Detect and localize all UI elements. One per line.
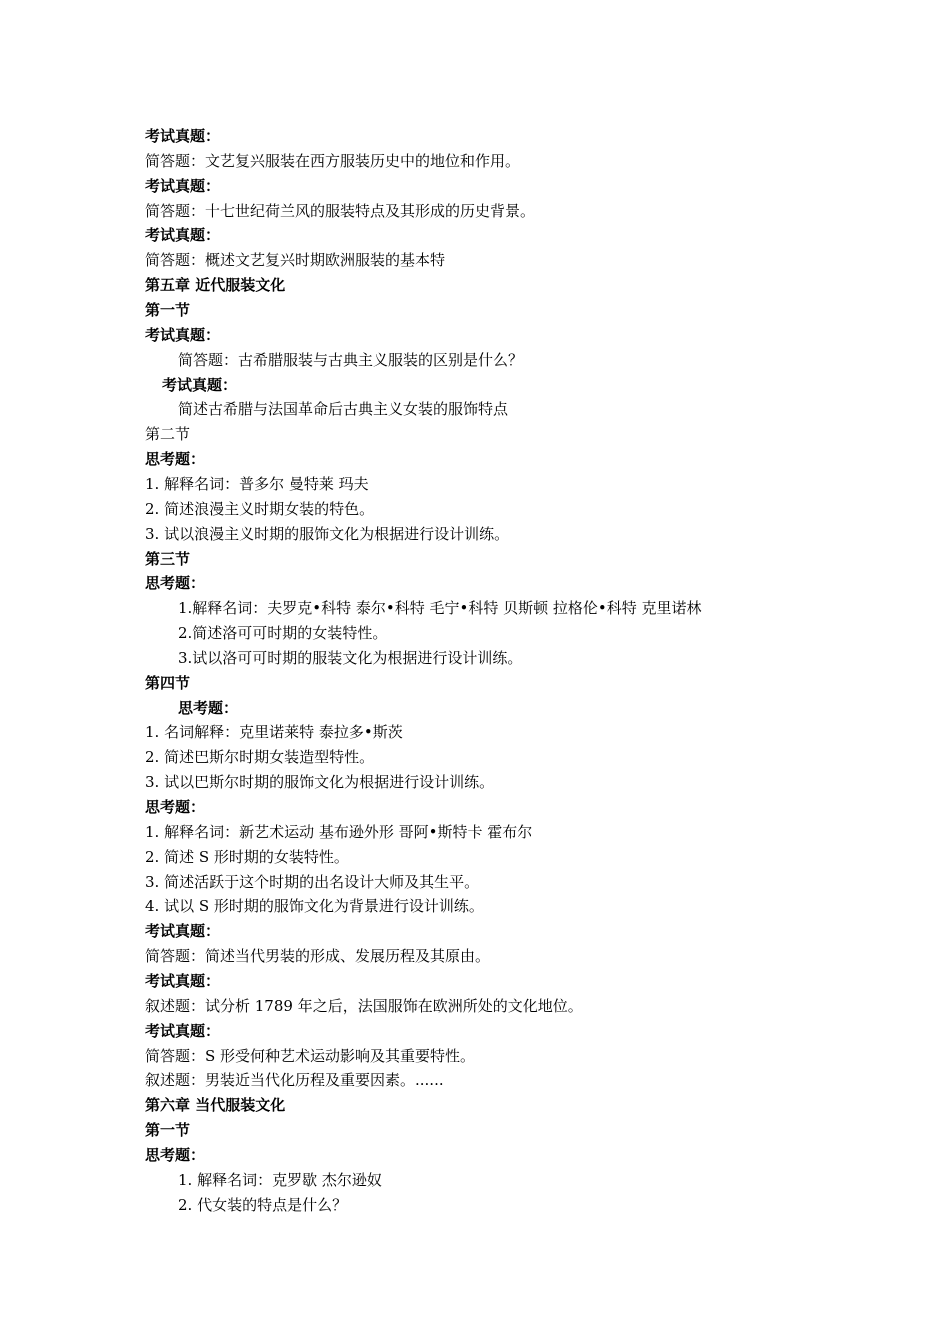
chapter-heading: 第六章 当代服装文化 [145, 1096, 286, 1115]
question-item: 3.试以洛可可时期的服装文化为根据进行设计训练。 [178, 648, 523, 667]
question-item: 3. 简述活跃于这个时期的出名设计大师及其生平。 [145, 872, 480, 891]
question-text: 简述古希腊与法国革命后古典主义女装的服饰特点 [178, 400, 509, 419]
question-item: 1. 名词解释：克里诺莱特 泰拉多•斯茨 [145, 723, 403, 742]
question-item: 3. 试以巴斯尔时期的服饰文化为根据进行设计训练。 [145, 773, 495, 792]
section-heading: 第一节 [145, 301, 191, 319]
review-questions-label: 思考题： [145, 798, 206, 816]
exam-question-label: 考试真题： [145, 922, 221, 941]
exam-question-label: 考试真题： [145, 1021, 221, 1040]
question-item: 2. 简述 S 形时期的女装特性。 [145, 847, 349, 866]
question-item: 3. 试以浪漫主义时期的服饰文化为根据进行设计训练。 [145, 524, 510, 543]
exam-question-label: 考试真题： [145, 971, 221, 990]
question-text: 简答题：S 形受何种艺术运动影响及其重要特性。 [145, 1046, 476, 1065]
review-questions-label: 思考题： [145, 574, 206, 593]
exam-question-label: 考试真题： [145, 226, 221, 245]
section-heading: 第四节 [145, 673, 191, 692]
question-text: 简答题：十七世纪荷兰风的服装特点及其形成的历史背景。 [145, 201, 536, 220]
question-text: 叙述题：试分析 1789 年之后，法国服饰在欧洲所处的文化地位。 [145, 996, 583, 1015]
section-heading: 第三节 [145, 549, 191, 568]
review-questions-label: 思考题： [145, 1145, 206, 1164]
exam-question-label: 考试真题： [162, 375, 238, 394]
exam-question-label: 考试真题： [145, 176, 221, 195]
exam-question-label: 考试真题： [145, 325, 221, 344]
question-item: 2. 简述浪漫主义时期女装的特色。 [145, 499, 375, 518]
question-text: 简答题：文艺复兴服装在西方服装历史中的地位和作用。 [145, 151, 521, 170]
question-item: 2.简述洛可可时期的女装特性。 [178, 624, 388, 642]
chapter-heading: 第五章 近代服装文化 [145, 276, 286, 295]
review-questions-label: 思考题： [178, 698, 239, 717]
question-item: 1. 解释名词：新艺术运动 基布逊外形 哥阿•斯特卡 霍布尔 [145, 822, 533, 841]
question-item: 2. 代女装的特点是什么？ [178, 1195, 348, 1214]
question-text: 简答题：概述文艺复兴时期欧洲服装的基本特 [145, 251, 446, 270]
question-item: 4. 试以 S 形时期的服饰文化为背景进行设计训练。 [145, 897, 484, 916]
section-heading: 第一节 [145, 1121, 191, 1139]
review-questions-label: 思考题： [145, 450, 206, 469]
question-item: 1.解释名词：夫罗克•科特 泰尔•科特 毛宁•科特 贝斯顿 拉格伦•科特 克里诺林 [178, 599, 702, 618]
question-item: 1. 解释名词：克罗歇 杰尔逊奴 [178, 1170, 382, 1189]
question-item: 1. 解释名词：普多尔 曼特莱 玛夫 [145, 474, 369, 493]
question-text: 叙述题：男装近当代化历程及重要因素。...... [145, 1071, 444, 1090]
question-item: 2. 简述巴斯尔时期女装造型特性。 [145, 748, 375, 767]
question-text: 简答题：古希腊服装与古典主义服装的区别是什么？ [178, 350, 524, 369]
exam-question-label: 考试真题： [145, 127, 221, 145]
question-text: 简答题：简述当代男装的形成、发展历程及其原由。 [145, 947, 491, 966]
section-heading: 第二节 [145, 425, 191, 444]
